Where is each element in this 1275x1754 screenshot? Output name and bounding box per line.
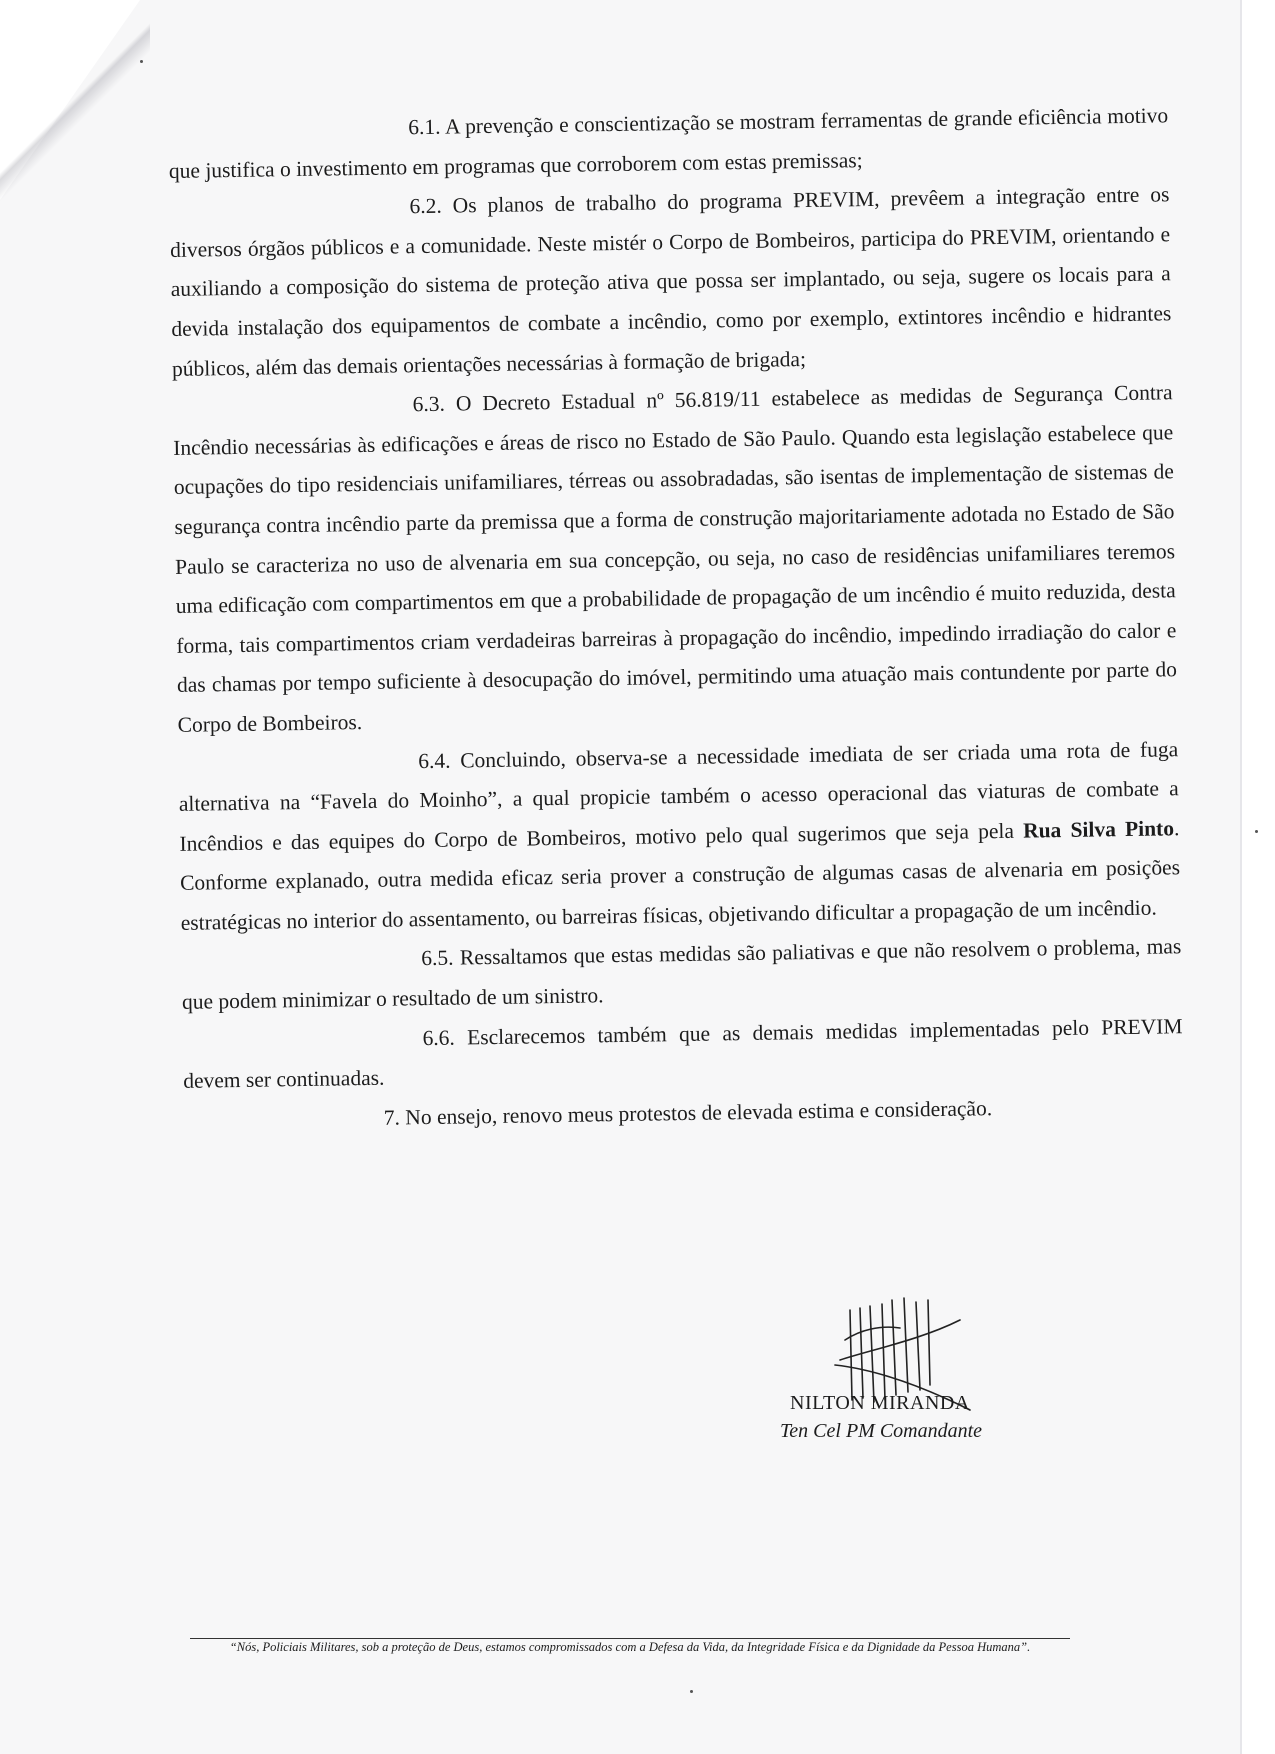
paragraph-6-1: 6.1. A prevenção e conscientização se mostram ferramentas de grande eficiência motivo que justifica o investimento em programas que corroborem com estas premissas;	[168, 103, 1169, 183]
footer-divider	[190, 1638, 1070, 1639]
paragraph-6-4	[178, 730, 1181, 944]
scan-speck	[1255, 830, 1258, 833]
scan-speck	[690, 1690, 693, 1693]
paragraph-6-4-text-end: . Conforme explanado, outra medida eficaz seria prover a construção de algumas casas de alvenaria em posições estratégicas no interior do assentamento, ou barreiras físicas, objetivando dificultar a propagação de um incêndio.	[179, 815, 1181, 935]
paragraph-6-2: 6.2. Os planos de trabalho do programa PREVIM, prevêem a integração entre os diversos órgãos públicos e a comunidade. Neste mistér o Corpo de Bombeiros, participa do PREVIM, orientando e auxiliando a composição do sistema de proteção ativa que possa ser implantado, ou seja, sugere os locais para a devida instalação dos equipamentos de combate a incêndio, como por exemplo, extintores incêndio e hidrantes públicos, além das demais orientações necessárias à formação de brigada;	[169, 182, 1172, 381]
paragraph-6-3: 6.3. O Decreto Estadual nº 56.819/11 estabelece as medidas de Segurança Contra Incêndio necessárias às edificações e áreas de risco no Estado de São Paulo. Quando esta legislação estabelece que ocupações do tipo residenciais unifamiliares, térreas ou assobradadas, são isentas de implementação de sistemas de segurança contra incêndio parte da premissa que a forma de construção majoritariamente adotada no Estado de São Paulo se caracteriza no uso de alvenaria em sua concepção, ou seja, no caso de residências unifamiliares teremos uma edificação com compartimentos em que a probabilidade de propagação de um incêndio é muito reduzida, desta forma, tais compartimentos criam verdadeiras barreiras à propagação do incêndio, impedindo irradiação do calor e das chamas por tempo suficiente à desocupação do imóvel, permitindo uma atuação mais contundente por parte do Corpo de Bombeiros.	[173, 380, 1178, 737]
paragraph-7: 7. No ensejo, renovo meus protestos de elevada estima e consideração.	[383, 1096, 993, 1130]
paragraph-6-4-text-start: 6.4. Concluindo, observa-se a necessidade imediata de ser criada uma rota de fuga alternativa na “Favela do Moinho”, a qual propicie também o acesso operacional das viaturas de combate a Incêndios e das equipes do Corpo de Bombeiros, motivo pelo qual sugerimos que seja pela	[178, 736, 1179, 856]
signatory-name: NILTON MIRANDA	[790, 1392, 970, 1414]
scan-speck	[140, 60, 143, 63]
paragraph-6-5: 6.5. Ressaltamos que estas medidas são paliativas e que não resolvem o problema, mas que podem minimizar o resultado de um sinistro.	[181, 934, 1182, 1014]
footer-motto: “Nós, Policiais Militares, sob a proteção de Deus, estamos compromissados com a Defesa da Vida, da Integridade Física e da Dignidade da Pessoa Humana”.	[229, 1640, 1031, 1654]
signature-block	[770, 1310, 1070, 1470]
folded-corner-shadow	[0, 0, 150, 210]
signatory-title: Ten Cel PM Comandante	[780, 1420, 983, 1442]
document-body	[168, 96, 1184, 1141]
paragraph-6-6: 6.6. Esclarecemos também que as demais medidas implementadas pelo PREVIM devem ser continuadas.	[183, 1013, 1183, 1094]
street-name: Rua Silva Pinto	[1022, 815, 1175, 843]
